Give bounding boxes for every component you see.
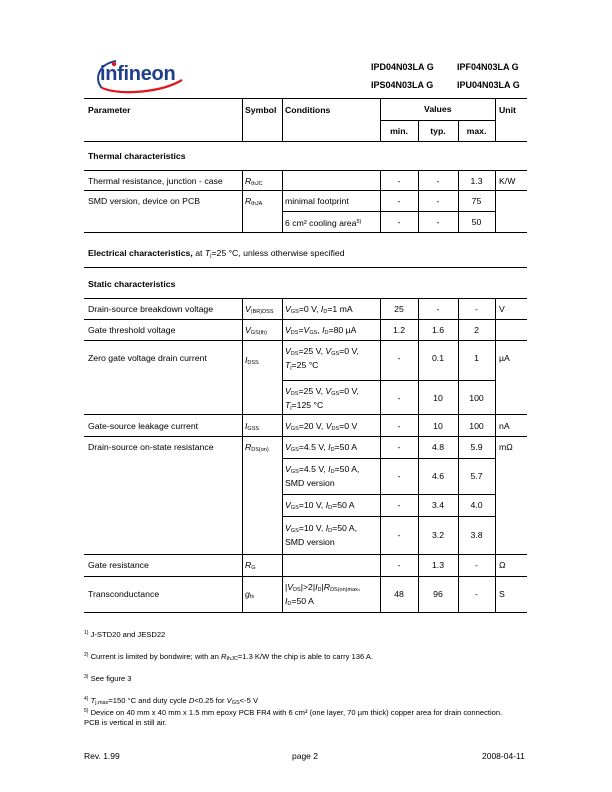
thermal-max-2: 75 (471, 196, 482, 206)
static-cond-9: VGS=10 V, ID=50 A, SMD version (285, 523, 358, 547)
static-min-1: 25 (394, 304, 404, 314)
header-unit: Unit (499, 105, 516, 115)
static-max-5: 100 (469, 421, 484, 431)
thermal-param-1: Thermal resistance, junction - case (88, 176, 223, 186)
static-min-11: 48 (394, 589, 404, 599)
thermal-typ-3: - (436, 217, 440, 227)
thermal-param-2: SMD version, device on PCB (88, 196, 201, 206)
static-param-2: Gate threshold voltage (88, 325, 176, 335)
static-typ-1: - (436, 304, 440, 314)
static-symbol-5: IGSS (245, 421, 260, 432)
footnote-2: $^{2)}$ Current is limited by bondwire; with an RthJC=1.3 K/W the chip is able to carry 136 A. (84, 652, 374, 662)
static-cond-2: VDS=VGS, ID=80 µA (285, 325, 357, 336)
logo-wordmark: infineon (100, 63, 176, 85)
section-static: Static characteristics (88, 279, 176, 289)
static-typ-2: 1.6 (431, 325, 445, 335)
thermal-cond-3: 6 cm² cooling area$^{5)}$ (285, 218, 362, 228)
footnote-3: $^{3)}$ See figure 3 (84, 674, 132, 683)
static-typ-11: 96 (433, 589, 443, 599)
static-typ-4: 10 (433, 393, 443, 403)
static-min-3: - (397, 353, 401, 363)
static-max-7: 5.7 (470, 471, 483, 481)
footnote-1: $^{1)}$ J-STD20 and JESD22 (84, 630, 166, 639)
part-number-3: IPS04N03LA G (371, 80, 434, 90)
static-min-7: - (397, 471, 401, 481)
static-typ-10: 1.3 (431, 560, 445, 570)
thermal-max-1: 1.3 (470, 176, 483, 186)
static-min-2: 1.2 (392, 325, 406, 335)
footnote-4: $^{4)}$ Tj,max=150 °C and duty cycle D<0.25 for VGS<-5 V (84, 696, 259, 706)
static-min-9: - (397, 530, 401, 540)
thermal-typ-1: - (436, 176, 440, 186)
static-param-5: Gate-source leakage current (88, 421, 199, 431)
static-cond-8: VGS=10 V, ID=50 A (285, 500, 355, 511)
static-unit-11: S (499, 589, 505, 599)
static-unit-10: Ω (499, 560, 506, 570)
static-max-4: 100 (469, 393, 484, 403)
static-cond-3: VDS=25 V, VGS=0 V, Tj=25 °C (285, 346, 359, 371)
header-symbol: Symbol (245, 105, 277, 115)
static-unit-3: µA (499, 353, 510, 363)
static-min-4: - (397, 393, 401, 403)
thermal-unit-1: K/W (499, 176, 516, 186)
static-param-3: Zero gate voltage drain current (88, 353, 207, 363)
static-symbol-2: VGS(th) (245, 325, 267, 336)
static-cond-7: VGS=4.5 V, ID=50 A, SMD version (285, 464, 360, 488)
static-param-1: Drain-source breakdown voltage (88, 304, 214, 314)
static-symbol-1: V(BR)DSS (245, 304, 274, 315)
static-cond-6: VGS=4.5 V, ID=50 A (285, 442, 358, 453)
header-conditions: Conditions (285, 105, 331, 115)
part-number-4: IPU04N03LA G (457, 80, 520, 90)
static-max-8: 4.0 (470, 500, 483, 510)
static-min-5: - (397, 421, 401, 431)
static-param-10: Gate resistance (88, 560, 149, 570)
thermal-cond-2: minimal footprint (285, 196, 349, 206)
static-unit-5: nA (499, 421, 510, 431)
static-max-9: 3.8 (470, 530, 483, 540)
header-typ: typ. (430, 126, 446, 136)
footer-page: page 2 (292, 751, 318, 761)
static-min-8: - (397, 500, 401, 510)
part-number-1: IPD04N03LA G (371, 62, 434, 72)
header-max: max. (466, 126, 487, 136)
header-min: min. (390, 126, 408, 136)
static-max-11: - (475, 589, 478, 599)
static-symbol-11: gfs (245, 589, 255, 600)
static-typ-7: 4.6 (431, 471, 445, 481)
thermal-symbol-2: RthJA (245, 196, 263, 207)
thermal-symbol-1: RthJC (245, 176, 263, 187)
section-thermal: Thermal characteristics (88, 151, 186, 161)
static-param-11: Transconductance (88, 589, 160, 599)
static-typ-8: 3.4 (431, 500, 445, 510)
static-typ-9: 3.2 (431, 530, 445, 540)
static-typ-5: 10 (433, 421, 443, 431)
static-max-6: 5.9 (470, 442, 483, 452)
static-max-2: 2 (474, 325, 479, 335)
static-cond-11: |VDS|>2|ID|RDS(on)max, ID=50 A (285, 582, 361, 607)
footer-date: 2008-04-11 (482, 751, 525, 761)
static-cond-5: VGS=20 V, VDS=0 V (285, 421, 358, 432)
footnote-5: $^{5)}$ Device on 40 mm x 40 mm x 1.5 mm epoxy PCB FR4 with 6 cm² (one layer, 70 µm thick) copper area for drain connection. PCB is vertical in still air. (84, 708, 503, 727)
footer-revision: Rev. 1.99 (84, 751, 120, 761)
static-unit-6: mΩ (499, 442, 513, 452)
thermal-max-3: 50 (471, 217, 482, 227)
thermal-min-1: - (397, 176, 401, 186)
static-max-1: - (475, 304, 478, 314)
static-max-10: - (475, 560, 478, 570)
static-param-6: Drain-source on-state resistance (88, 442, 214, 452)
static-symbol-6: RDS(on) (245, 442, 269, 453)
static-min-10: - (397, 560, 401, 570)
static-cond-4: VDS=25 V, VGS=0 V, Tj=125 °C (285, 386, 359, 411)
static-symbol-3: IDSS (245, 355, 259, 366)
static-unit-1: V (499, 304, 505, 314)
static-typ-6: 4.8 (431, 442, 445, 452)
static-min-6: - (397, 442, 401, 452)
static-typ-3: 0.1 (431, 353, 445, 363)
part-number-2: IPF04N03LA G (457, 62, 519, 72)
thermal-typ-2: - (436, 196, 440, 206)
static-symbol-10: RG (245, 560, 256, 571)
thermal-min-2: - (397, 196, 401, 206)
header-values: Values (424, 104, 452, 114)
thermal-min-3: - (397, 217, 401, 227)
static-max-3: 1 (474, 353, 479, 363)
section-electrical: Electrical characteristics, at Tj=25 °C, unless otherwise specified (88, 248, 345, 259)
static-cond-1: VGS=0 V, ID=1 mA (285, 304, 353, 315)
header-parameter: Parameter (88, 105, 131, 115)
